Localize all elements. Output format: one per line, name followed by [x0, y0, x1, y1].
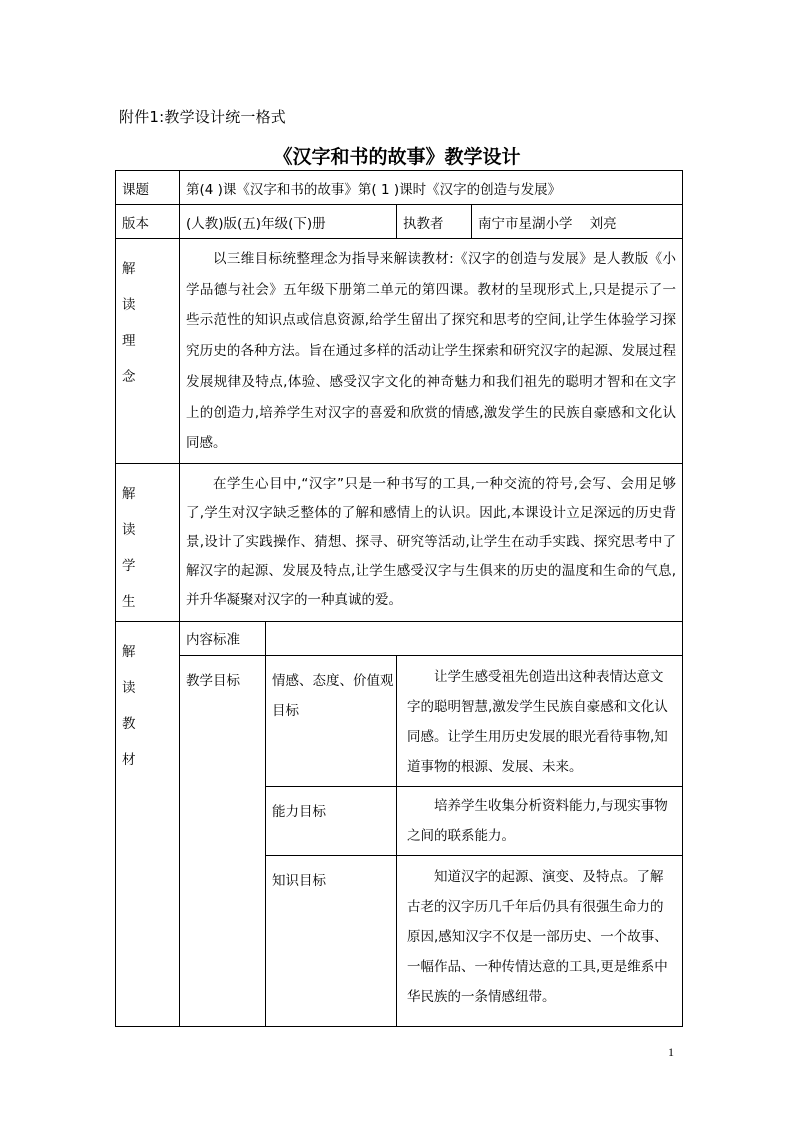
materials-label	[116, 621, 180, 1026]
attachment-note: 附件1:教学设计统一格式	[119, 108, 286, 126]
goal-name: 情感、态度、价值观目标	[266, 655, 397, 786]
edition-label: 版本	[116, 205, 180, 239]
goal-name: 知识目标	[266, 855, 397, 1026]
label-char: 教	[122, 715, 136, 732]
label-char: 生	[122, 593, 136, 610]
label-char: 学	[122, 557, 136, 574]
label-char: 解	[122, 261, 136, 277]
label-char: 解	[122, 643, 136, 660]
label-char: 理	[122, 333, 136, 349]
teacher-label: 执教者	[397, 205, 472, 239]
topic-row	[116, 171, 683, 205]
philosophy-label	[116, 239, 180, 464]
lesson-design-table	[115, 170, 683, 1027]
label-char: 读	[122, 521, 136, 538]
goal-row	[116, 655, 683, 786]
students-text: 在学生心目中,“汉字”只是一种书写的工具,一种交流的符号,会写、会用足够了,学生对汉字缺乏整体的了解和感情上的认识。因此,本课设计立足深远的历史背景,设计了实践操作、猜想、探寻、研究等活动,让学生在动手实践、探究思考中了解汉字的起源、发展及特点,让学生感受汉字与生俱来的历史的温度和生命的气息,并升华凝聚对汉字的一种真诚的爱。	[180, 463, 683, 621]
topic-label: 课题	[116, 171, 180, 205]
teaching-goals-label: 教学目标	[180, 655, 266, 1026]
label-char: 念	[122, 369, 136, 385]
topic-value: 第(4 )课《汉字和书的故事》第( 1 )课时《汉字的创造与发展》	[180, 171, 683, 205]
philosophy-row	[116, 239, 683, 464]
page-number: 1	[668, 1045, 674, 1059]
students-label	[116, 463, 180, 621]
philosophy-text: 以三维目标统整理念为指导来解读教材:《汉字的创造与发展》是人教版《小学品德与社会》五年级下册第二单元的第四课。教材的呈现形式上,只是提示了一些示范性的知识点或信息资源,给学生留出了探究和思考的空间,让学生体验学习探究历史的各种方法。旨在通过多样的活动让学生探索和研究汉字的起源、发展过程发展规律及特点,体验、感受汉字文化的神奇魅力和我们祖先的聪明才智和在文字上的创造力,培养学生对汉字的喜爱和欣赏的情感,激发学生的民族自豪感和文化认同感。	[180, 239, 683, 464]
goal-text: 让学生感受祖先创造出这种表情达意文字的聪明智慧,激发学生民族自豪感和文化认同感。让学生用历史发展的眼光看待事物,知道事物的根源、发展、未来。	[397, 655, 683, 786]
document-title: 《汉字和书的故事》教学设计	[273, 146, 521, 168]
edition-value: (人教)版(五)年级(下)册	[180, 205, 397, 239]
content-standard-row	[116, 621, 683, 655]
edition-row	[116, 205, 683, 239]
goal-text: 培养学生收集分析资料能力,与现实事物之间的联系能力。	[397, 786, 683, 855]
label-char: 材	[122, 751, 136, 768]
teacher-value: 南宁市星湖小学 刘亮	[472, 205, 683, 239]
label-char: 解	[122, 485, 136, 502]
goal-name: 能力目标	[266, 786, 397, 855]
content-standard-value	[266, 621, 683, 655]
students-row	[116, 463, 683, 621]
label-char: 读	[122, 297, 136, 313]
label-char: 读	[122, 679, 136, 696]
goal-text: 知道汉字的起源、演变、及特点。了解古老的汉字历几千年后仍具有很强生命力的原因,感知汉字不仅是一部历史、一个故事、一幅作品、一种传情达意的工具,更是维系中华民族的一条情感纽带。	[397, 855, 683, 1026]
content-standard-label: 内容标准	[180, 621, 266, 655]
